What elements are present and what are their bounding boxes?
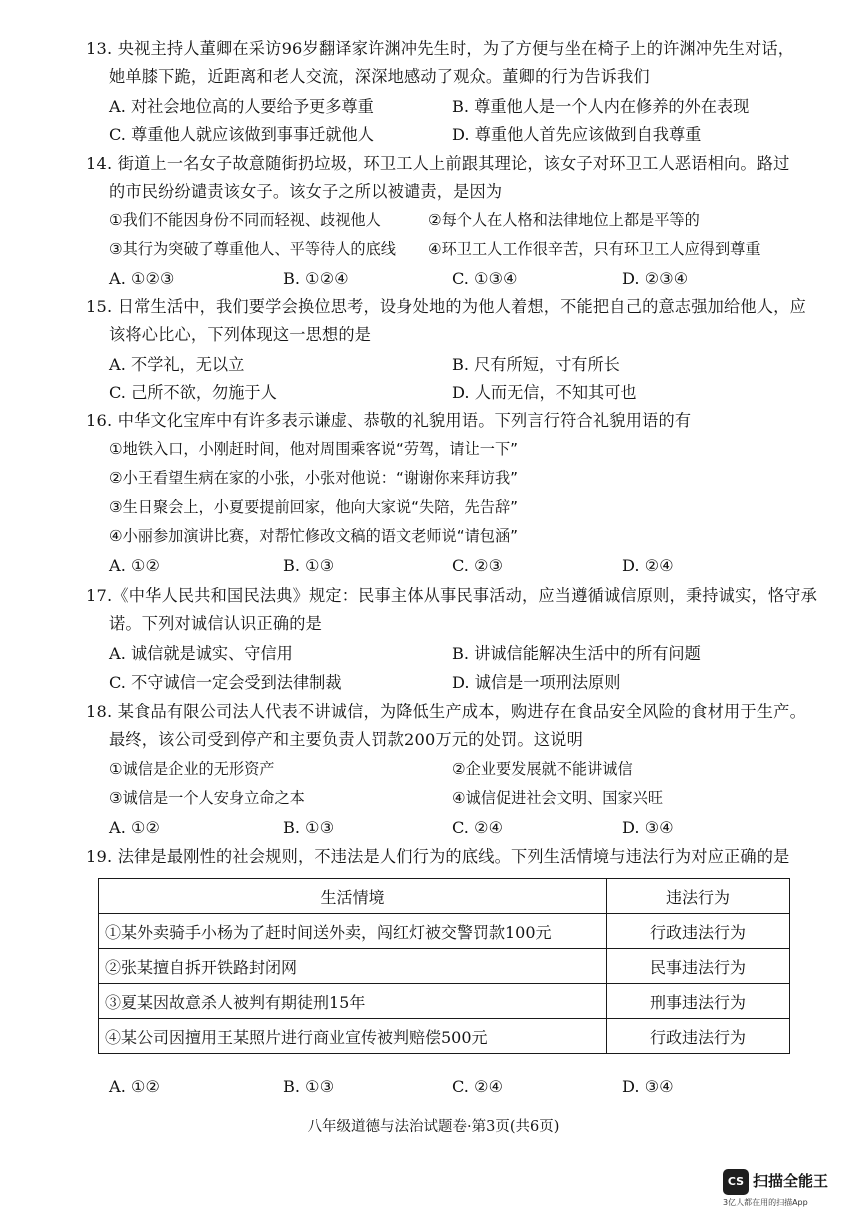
q18-statement-2: ②企业要发展就不能讲诚信 xyxy=(452,760,633,778)
q15-option-a: A. 不学礼，无以立 xyxy=(109,355,245,374)
q17-option-d: D. 诚信是一项刑法原则 xyxy=(452,673,621,692)
q19-stem-line1: 19. 法律是最刚性的社会规则，不违法是人们行为的底线。下列生活情境与违法行为对应正确的是 xyxy=(86,847,790,866)
q16-stem-line1: 16. 中华文化宝库中有许多表示谦虚、恭敬的礼貌用语。下列言行符合礼貌用语的有 xyxy=(86,411,692,430)
q16-statement-4: ④小丽参加演讲比赛，对帮忙修改文稿的语文老师说“请包涵” xyxy=(109,527,519,545)
table-header-violation: 违法行为 xyxy=(607,879,790,914)
q14-statement-1: ①我们不能因身份不同而轻视、歧视他人 xyxy=(109,211,381,229)
q16-statement-2: ②小王看望生病在家的小张，小张对他说：“谢谢你来拜访我” xyxy=(109,469,519,487)
q14-stem-line1: 14. 街道上一名女子故意随街扔垃圾，环卫工人上前跟其理论，该女子对环卫工人恶语相向。路过 xyxy=(86,154,790,173)
q17-option-b: B. 讲诚信能解决生活中的所有问题 xyxy=(452,644,701,663)
q14-stem-line2: 的市民纷纷谴责该女子。该女子之所以被谴责，是因为 xyxy=(109,182,503,201)
q17-stem-line1: 17.《中华人民共和国民法典》规定：民事主体从事民事活动，应当遵循诚信原则，秉持诚实，恪守承 xyxy=(86,586,818,605)
q14-option-b: B. ①②④ xyxy=(283,269,349,288)
q18-statement-4: ④诚信促进社会文明、国家兴旺 xyxy=(452,789,664,807)
q18-stem-line1: 18. 某食品有限公司法人代表不讲诚信，为降低生产成本，购进存在食品安全风险的食材用于生产。 xyxy=(86,702,806,721)
q13-stem-line1: 13. 央视主持人董卿在采访96岁翻译家许渊冲先生时，为了方便与坐在椅子上的许渊冲先生对话， xyxy=(86,39,795,58)
q18-statement-3: ③诚信是一个人安身立命之本 xyxy=(109,789,305,807)
table-header-row xyxy=(99,879,790,914)
q16-option-c: C. ②③ xyxy=(452,556,504,575)
q19-option-a: A. ①② xyxy=(109,1077,161,1096)
q19-option-d: D. ③④ xyxy=(622,1077,674,1096)
table-cell-violation: 行政违法行为 xyxy=(607,1019,790,1054)
table-header-situation: 生活情境 xyxy=(99,879,607,914)
scanner-watermark xyxy=(723,1167,853,1211)
q15-stem-line2: 该将心比心，下列体现这一思想的是 xyxy=(109,325,372,344)
q18-stem-line2: 最终，该公司受到停产和主要负责人罚款200万元的处罚。这说明 xyxy=(109,730,583,749)
q15-option-b: B. 尺有所短，寸有所长 xyxy=(452,355,620,374)
q19-option-c: C. ②④ xyxy=(452,1077,504,1096)
q16-statement-3: ③生日聚会上，小夏要提前回家，他向大家说“失陪，先告辞” xyxy=(109,498,519,516)
q13-option-d: D. 尊重他人首先应该做到自我尊重 xyxy=(452,125,702,144)
table-row xyxy=(99,984,790,1019)
q17-option-a: A. 诚信就是诚实、守信用 xyxy=(109,644,293,663)
table-cell-situation: ④某公司因擅用王某照片进行商业宣传被判赔偿500元 xyxy=(99,1019,607,1054)
q19-option-b: B. ①③ xyxy=(283,1077,335,1096)
q14-option-c: C. ①③④ xyxy=(452,269,518,288)
q15-option-c: C. 己所不欲，勿施于人 xyxy=(109,383,277,402)
table-cell-violation: 刑事违法行为 xyxy=(607,984,790,1019)
q18-option-d: D. ③④ xyxy=(622,818,674,837)
brand-tagline: 3亿人都在用的扫描App xyxy=(723,1198,808,1207)
page-footer: 八年级道德与法治试题卷·第3页(共6页) xyxy=(307,1119,560,1135)
q13-option-a: A. 对社会地位高的人要给予更多尊重 xyxy=(109,97,374,116)
table-cell-situation: ③夏某因故意杀人被判有期徒刑15年 xyxy=(99,984,607,1019)
q18-option-c: C. ②④ xyxy=(452,818,504,837)
q14-statement-3: ③其行为突破了尊重他人、平等待人的底线 xyxy=(109,240,396,258)
q17-option-c: C. 不守诚信一定会受到法律制裁 xyxy=(109,673,342,692)
table-cell-situation: ①某外卖骑手小杨为了赶时间送外卖，闯红灯被交警罚款100元 xyxy=(99,914,607,949)
cs-logo-icon: CS xyxy=(723,1169,749,1195)
q18-statement-1: ①诚信是企业的无形资产 xyxy=(109,760,275,778)
q13-stem-line2: 她单膝下跪，近距离和老人交流，深深地感动了观众。董卿的行为告诉我们 xyxy=(109,67,650,86)
q16-option-a: A. ①② xyxy=(109,556,161,575)
q13-option-c: C. 尊重他人就应该做到事事迁就他人 xyxy=(109,125,374,144)
table-row xyxy=(99,1019,790,1054)
q14-statement-4: ④环卫工人工作很辛苦，只有环卫工人应得到尊重 xyxy=(428,240,761,258)
table-row xyxy=(99,914,790,949)
table-cell-violation: 民事违法行为 xyxy=(607,949,790,984)
q16-statement-1: ①地铁入口，小刚赶时间，他对周围乘客说“劳驾，请让一下” xyxy=(109,440,519,458)
q18-option-b: B. ①③ xyxy=(283,818,335,837)
table-cell-situation: ②张某擅自拆开铁路封闭网 xyxy=(99,949,607,984)
q14-option-d: D. ②③④ xyxy=(622,269,689,288)
q19-situation-table xyxy=(98,878,790,1054)
q14-statement-2: ②每个人在人格和法律地位上都是平等的 xyxy=(428,211,700,229)
q14-option-a: A. ①②③ xyxy=(109,269,175,288)
q13-option-b: B. 尊重他人是一个人内在修养的外在表现 xyxy=(452,97,750,116)
table-cell-violation: 行政违法行为 xyxy=(607,914,790,949)
q16-option-d: D. ②④ xyxy=(622,556,674,575)
table-row xyxy=(99,949,790,984)
q15-option-d: D. 人而无信，不知其可也 xyxy=(452,383,637,402)
q17-stem-line2: 诺。下列对诚信认识正确的是 xyxy=(109,614,323,633)
q16-option-b: B. ①③ xyxy=(283,556,335,575)
q15-stem-line1: 15. 日常生活中，我们要学会换位思考，设身处地的为他人着想，不能把自己的意志强加给他人，应 xyxy=(86,297,806,316)
brand-name: 扫描全能王 xyxy=(753,1172,829,1190)
q18-option-a: A. ①② xyxy=(109,818,161,837)
